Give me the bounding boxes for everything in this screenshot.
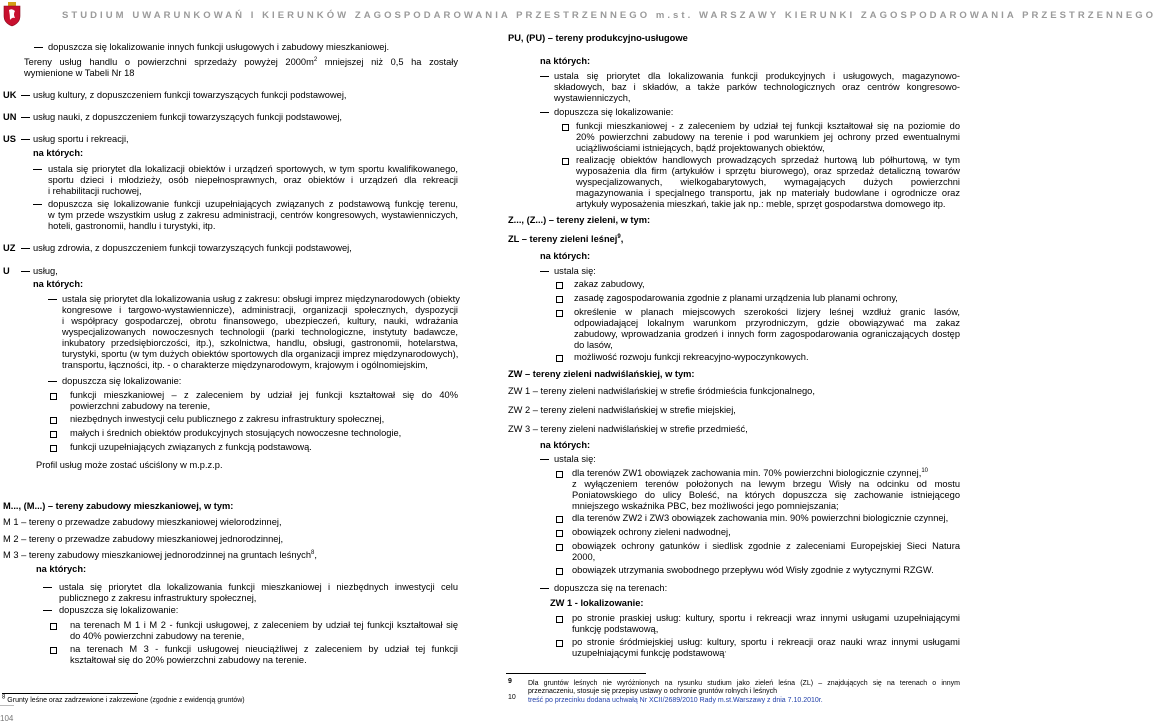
paragraph-line: ustala się priorytet dla lokalizowania usług z zakresu: obsługi imprez międzynarodowych (obiekty <box>62 294 460 304</box>
square-bullet <box>556 355 563 362</box>
paragraph-line: po stronie śródmiejskiej usług: kultury, sportu i rekreacji oraz nauki wraz innymi usługami <box>572 637 960 647</box>
paragraph-line: na terenach M 3 - funkcji usługowej nieuciążliwej z zaleceniem by udział tej funkcji <box>70 644 458 654</box>
square-bullet <box>556 530 563 537</box>
paragraph-line: zasadę zagospodarowania zgodnie z planami urządzenia lub planami ochrony, <box>574 293 898 303</box>
paragraph-line: obowiązek utrzymania swobodnego przepływu wód Wisły zgodnie z wytycznymi RZGW. <box>572 565 934 575</box>
square-bullet <box>50 623 57 630</box>
paragraph-line: ustala się priorytet dla lokalizowania funkcji mieszkaniowej i niezbędnych inwestycji celu <box>59 582 458 592</box>
paragraph-line: Poniatowskiego do ulicy Boleść, na których dopuszcza się zachowanie istniejącego <box>572 490 960 500</box>
page-number: 104 <box>0 714 14 723</box>
paragraph-line: artykuły wyposażenia mieszkań, takie jak np.: meble, sprzęt gospodarstwa domowego itp. <box>576 199 946 209</box>
paragraph-line: małych i średnich obiektów produkcyjnych stosujących nowoczesne technologie, <box>70 428 402 438</box>
section-heading-pu: PU, (PU) – tereny produkcyjno-usługowe <box>508 33 688 43</box>
paragraph-line: publicznego z zakresu infrastruktury społecznej, <box>59 593 257 603</box>
footnote-9-line: Dla gruntów leśnych nie wyróżnionych na rysunku studium jako zieleń leśna (ZL) – znajdujących się na terenach o innym <box>528 680 960 687</box>
paragraph-line: wyspecjalizowanych nowoczesnych technologii (parki technologiczne, instytuty badawcze, <box>62 327 458 337</box>
paragraph-line: Profil usług może zostać uściślony w m.p.z.p. <box>36 460 223 470</box>
na-ktorych-label: na których: <box>36 564 87 574</box>
paragraph-line: kształtował się do 20% powierzchni zabudowy na terenie. <box>70 655 307 665</box>
square-bullet <box>50 417 57 424</box>
paragraph-line: funkcji mieszkaniowej - z zaleceniem by udział tej funkcji kształtował się na poziomie do <box>576 121 960 131</box>
zl-heading: ZL – tereny zieleni leśnej$^9$, <box>508 233 624 244</box>
paragraph-line: kongresowe i targowo-wystawiennicze), administracji, organizacji społecznych, dyspozycji <box>62 305 458 315</box>
dash <box>21 117 30 118</box>
square-bullet <box>556 616 563 623</box>
paragraph-line: dopuszcza się na terenach: <box>554 583 668 593</box>
code-un: UN <box>3 112 17 122</box>
page-number-rule <box>0 705 14 706</box>
section-heading-m: M..., (M...) – tereny zabudowy mieszkaniowej, w tym: <box>3 501 234 511</box>
dash <box>21 139 30 140</box>
paragraph-line: określenie w planach miejscowych szerokości lizjery leśnej wzdłuż granic lasów, <box>574 307 960 317</box>
square-bullet <box>556 640 563 647</box>
paragraph-line: zakaz zabudowy, <box>574 279 645 289</box>
na-ktorych-label: na których: <box>540 56 591 66</box>
square-bullet <box>50 393 57 400</box>
dash-bullet <box>540 271 549 272</box>
paragraph-line: z wyłączeniem terenów położonych na lewym brzegu Wisły na odcinku od mostu <box>572 479 960 489</box>
m3-line: M 3 – tereny zabudowy mieszkaniowej jednorodzinnej na gruntach leśnych$^8$, <box>3 549 317 560</box>
square-bullet <box>50 445 57 452</box>
footnote-9-number: 9 <box>508 678 512 685</box>
u-text: usług, <box>33 266 58 276</box>
paragraph-line: dopuszcza się lokalizowanie: <box>554 107 674 117</box>
paragraph-line: dla terenów ZW2 i ZW3 obowiązek zachowania min. 90% powierzchni biologicznie czynnej, <box>572 513 949 523</box>
paragraph-line: możliwość rozwoju funkcji rekreacyjno-wypoczynkowych. <box>574 352 809 362</box>
us-text: usług sportu i rekreacji, <box>33 134 129 144</box>
dash-bullet <box>540 459 549 460</box>
square-bullet <box>556 568 563 575</box>
dash-bullet <box>48 381 57 382</box>
paragraph-line: dopuszcza się lokalizowanie: <box>59 605 179 615</box>
square-bullet <box>562 158 569 165</box>
paragraph-line: uzupełniającymi funkcję podstawową, <box>572 647 727 658</box>
paragraph-line: ustala się priorytet dla lokalizacji obiektów i urządzeń sportowych, w tym sportu kwalifikowanego, <box>48 164 458 174</box>
paragraph-line: składowych, baz i składów, a także parków technologicznych oraz centrów kongresowo- <box>554 82 960 92</box>
square-bullet <box>556 516 563 523</box>
paragraph-line: i współpracy gospodarczej, obrotu finansowego, ubezpieczeń, kultury, nauki, wdrażania <box>62 316 458 326</box>
paragraph-line: dla terenów ZW1 obowiązek zachowania min. 70% powierzchni biologicznie czynnej,$^{10}$ <box>572 467 929 478</box>
code-uk: UK <box>3 90 17 100</box>
square-bullet <box>50 431 57 438</box>
square-bullet <box>556 282 563 289</box>
na-ktorych-label: na których: <box>33 148 84 158</box>
paragraph-line: inkubatory przedsiębiorczości, itp.), szkolnictwa, handlu, obsługi, gastronomii, hotelarstwa, <box>62 338 458 348</box>
dash-bullet <box>540 588 549 589</box>
dash-bullet <box>540 76 549 77</box>
square-bullet <box>556 296 563 303</box>
paragraph-line: powierzchni zabudowy na terenie, <box>70 401 211 411</box>
page-header <box>0 0 1156 30</box>
paragraph-line: odpowiadającej lokalnym warunkom przyrodniczym, gdzie obowiązywać ma zakaz <box>574 318 960 328</box>
footnote-rule <box>2 693 138 694</box>
zw2-line: ZW 2 – tereny zieleni nadwiślańskiej w strefie miejskiej, <box>508 405 736 415</box>
header-title: STUDIUM UWARUNKOWAŃ I KIERUNKÓW ZAGOSPODAROWANIA PRZESTRZENNEGO m.st. WARSZAWY KIERUNKI ZAGOSPODAROWANIA PRZESTRZENNEGO <box>62 10 1156 21</box>
dash-bullet <box>33 204 42 205</box>
code-u: U <box>3 266 10 276</box>
paragraph-line: i rehabilitacji ruchowej, <box>48 186 142 196</box>
dash <box>21 248 30 249</box>
na-ktorych-label: na których: <box>540 251 591 261</box>
paragraph-line: funkcję podstawową, <box>572 624 659 634</box>
paragraph-line: funkcji uzupełniających związanych z funkcją podstawową. <box>70 442 312 452</box>
paragraph-line: do lasów, <box>574 340 613 350</box>
m1-line: M 1 – tereny o przewadze zabudowy mieszkaniowej wielorodzinnej, <box>3 517 282 527</box>
paragraph-line: turystyki, sportu (w tym dużych obiektów sportowych dla organizacji imprez międzynarodowych), <box>62 349 459 359</box>
footnote-9-line: przeznaczeniu, stosuje się przepisy ustawy o ochronie gruntów rolnych i leśnych <box>528 688 778 695</box>
paragraph-line: na terenach M 1 i M 2 - funkcji usługowej, z zaleceniem by udział tej funkcji kształtował się <box>70 620 458 630</box>
paragraph-line: niezbędnych inwestycji celu publicznego z zakresu infrastruktury społecznej, <box>70 414 385 424</box>
paragraph-line: wyposażenia dla firm (artykułów i sprzętu biurowego), oraz sprzedaż detaliczną towarów <box>576 166 960 176</box>
uk-text: usług kultury, z dopuszczeniem funkcji towarzyszących funkcji podstawowej, <box>33 90 347 100</box>
paragraph-line: wymienione w Tabeli Nr 18 <box>24 68 135 78</box>
paragraph-line: obowiązek ochrony gatunków i siedlisk zgodnie z zaleceniami Europejskiej Sieci Natura <box>572 541 960 551</box>
dash-bullet <box>33 169 42 170</box>
paragraph-line: do 40% powierzchni zabudowy na terenie, <box>70 631 245 641</box>
paragraph-line: dopuszcza się lokalizowanie funkcji uzupełniających związanych z podstawową funkcję terenu, <box>48 199 458 209</box>
square-bullet <box>556 544 563 551</box>
dash-bullet <box>540 112 549 113</box>
code-uz: UZ <box>3 243 16 253</box>
zw1-lok-label: ZW 1 - lokalizowanie: <box>550 598 644 608</box>
paragraph-line: ustala się priorytet dla lokalizowania funkcji produkcyjnych i usługowych, magazynowo- <box>554 71 960 81</box>
square-bullet <box>562 124 569 131</box>
na-ktorych-label: na których: <box>33 279 84 289</box>
dash <box>21 95 30 96</box>
square-bullet <box>556 310 563 317</box>
uz-text: usług zdrowia, z dopuszczeniem funkcji towarzyszących funkcji podstawowej, <box>33 243 352 253</box>
square-bullet <box>50 647 57 654</box>
paragraph-line: obowiązek ochrony zieleni nadwodnej, <box>572 527 731 537</box>
paragraph-line: magazynowania i specjalnego transportu, jak np materiały budowlane i ogrodnicze oraz <box>576 188 960 198</box>
zw3-line: ZW 3 – tereny zieleni nadwiślańskiej w strefie przedmieść, <box>508 424 748 434</box>
paragraph-line: zabudowy, wprowadzania grodzeń i innych form zagospodarowania ograniczających dostęp <box>574 329 960 339</box>
footnote-8: $^8$ Grunty leśne oraz zadrzewione i zakrzewione (zgodnie z ewidencją gruntów) <box>2 694 245 704</box>
section-heading-z: Z..., (Z...) – tereny zieleni, w tym: <box>508 215 651 225</box>
paragraph-line: hoteli, gastronomii, handlu i turystyki, itp. <box>48 221 216 231</box>
footnote-rule <box>506 673 646 674</box>
paragraph-line: 2000, <box>572 552 596 562</box>
na-ktorych-label: na których: <box>540 440 591 450</box>
footnote-10-text: treść po przecinku dodana uchwałą Nr XCII/2689/2010 Rady m.st.Warszawy z dnia 7.10.2010r. <box>528 697 823 704</box>
square-bullet <box>556 471 563 478</box>
paragraph-line: ustala się: <box>554 266 596 276</box>
paragraph-line: 20% powierzchni zabudowy na terenie i pod warunkiem jej ochrony przed ewentualnymi <box>576 132 960 142</box>
paragraph-line: transportu, łączności, itp. - o charakterze międzynarodowym, krajowym i ogólnomiejskim, <box>62 360 428 370</box>
paragraph-line: wystawienniczych, <box>554 93 631 103</box>
zw1-line: ZW 1 – tereny zieleni nadwiślańskiej w strefie śródmieścia funkcjonalnego, <box>508 386 815 396</box>
dash-bullet <box>48 299 57 300</box>
un-text: usług nauki, z dopuszczeniem funkcji towarzyszących funkcji podstawowej, <box>33 112 343 122</box>
footnote-10-number: 10 <box>508 694 516 701</box>
paragraph-line: uciążliwościami istniejących, bądź projektowanych obiektów, <box>576 143 825 153</box>
paragraph-line: dopuszcza się lokalizowanie innych funkcji usługowych i zabudowy mieszkaniowej. <box>48 42 390 52</box>
dash-bullet <box>43 610 52 611</box>
paragraph-line: dopuszcza się lokalizowanie: <box>62 376 182 386</box>
paragraph-line: Tereny usług handlu o powierzchni sprzedaży powyżej $2000m^2$ mniejszej niż 0,5 ha zostały <box>24 56 459 67</box>
dash-bullet <box>43 587 52 588</box>
paragraph-line: funkcji mieszkaniowej – z zaleceniem by udział jej funkcji kształtował się do 40% <box>70 390 458 400</box>
paragraph-line: realizację obiektów handlowych prowadzących sprzedaż hurtową lub półhurtową, w tym <box>576 155 960 165</box>
section-heading-zw: ZW – tereny zieleni nadwiślańskiej, w tym: <box>508 369 695 379</box>
code-us: US <box>3 134 16 144</box>
paragraph-line: ustala się: <box>554 454 596 464</box>
paragraph-line: sportu dzieci i młodzieży, osób niepełnosprawnych, oraz obiektów i urządzeń dla rekreacji <box>48 175 458 185</box>
dash-bullet <box>34 47 43 48</box>
dash <box>21 271 30 272</box>
paragraph-line: po stronie praskiej usług: kultury, sportu i rekreacji wraz innymi usługami uzupełniającymi <box>572 613 960 623</box>
warsaw-crest-icon <box>3 2 21 26</box>
paragraph-line: wyspecjalizowanych, wielkogabarytowych, wymagających dużych powierzchni <box>576 177 960 187</box>
paragraph-line: mniejszego wskaźnika PBC, bez możliwości jego pomniejszania; <box>572 501 839 511</box>
m2-line: M 2 – tereny o przewadze zabudowy mieszkaniowej jednorodzinnej, <box>3 534 284 544</box>
paragraph-line: w tym przede wszystkim usług z zakresu administracji, centrów kongresowych, wystawienniczych, <box>48 210 458 220</box>
